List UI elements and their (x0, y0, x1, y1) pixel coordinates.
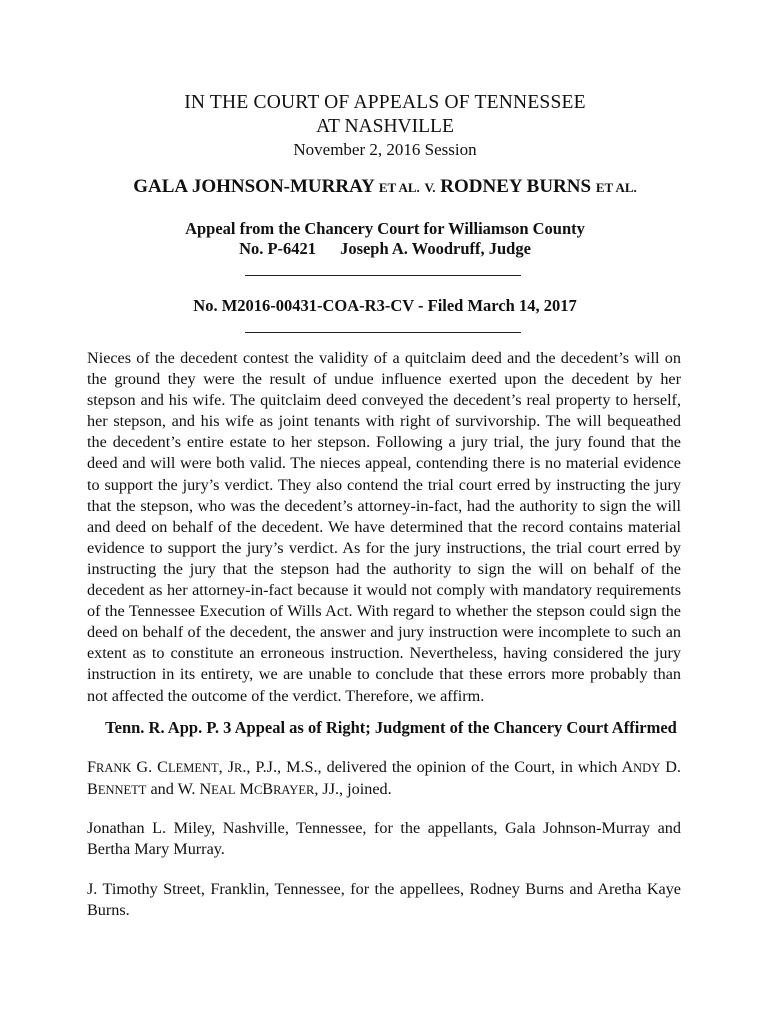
author-text: F (87, 758, 97, 776)
et-al-appellant: ET AL. (378, 180, 420, 195)
author-text: R (234, 761, 243, 775)
trial-case-number: No. P-6421 (239, 239, 317, 258)
author-text: , J (218, 758, 234, 776)
appellant-counsel: Jonathan L. Miley, Nashville, Tennessee, for the appellants, Gala Johnson-Murray and Bertha Mary Murray. (87, 819, 681, 859)
trial-judge: Joseph A. Woodruff, Judge (340, 239, 531, 258)
et-al-appellee: ET AL. (595, 180, 637, 195)
author-text: A (621, 758, 634, 776)
disposition-line: Tenn. R. App. P. 3 Appeal as of Right; Judgment of the Chancery Court Affirmed (105, 718, 677, 737)
author-text: ., P.J., M.S., delivered the opinion of the Court, in which (242, 758, 622, 776)
appellee-name: RODNEY BURNS (440, 176, 592, 197)
docket-line: No. M2016-00431-COA-R3-CV - Filed March 14, 2017 (193, 296, 577, 315)
author-text: B (262, 780, 274, 799)
court-title: IN THE COURT OF APPEALS OF TENNESSEE (184, 92, 586, 113)
author-text: NDY (633, 761, 661, 775)
author-text: C (253, 783, 263, 798)
author-text: , JJ., joined. (314, 780, 392, 799)
opinion-abstract: Nieces of the decedent contest the validity of a quitclaim deed and the decedent’s will on the ground they were the result of undue influence exerted upon the decedent by her stepson and his wife. The quitclaim deed conveyed the decedent’s real property to herself, her stepson, and his wife as joint tenants with right of survivorship. The will bequeathed the decedent’s entire estate to her stepson. Following a jury trial, the jury found that the deed and will were both valid. The nieces appeal, contending there is no material evidence to support the jury’s verdict. They also contend the trial court erred by instructing the jury that the stepson, who was the decedent’s attorney-in-fact, had the authority to sign the will and deed on behalf of the decedent. We have determined that the record contains material evidence to support the jury’s verdict. As for the jury instructions, the trial court erred by instructing the jury that the stepson had the authority to sign the will on behalf of the decedent as her attorney-in-fact because it would not comply with mandatory requirements of the Tennessee Execution of Wills Act. With regard to whether the stepson could sign the deed on behalf of the decedent, the answer and jury instruction were incomplete to such an extent as to constitute an erroneous instruction. Nevertheless, having considered the jury instruction in its entirety, we are unable to conclude that these errors more probably than not affected the outcome of the verdict. Therefore, we affirm. (87, 349, 681, 705)
court-location: AT NASHVILLE (316, 116, 454, 137)
author-text: LEMENT (167, 761, 219, 775)
divider-top (245, 275, 521, 276)
session-date: November 2, 2016 Session (293, 140, 477, 159)
appellee-counsel: J. Timothy Street, Franklin, Tennessee, for the appellees, Rodney Burns and Aretha Kaye Burns. (87, 880, 681, 920)
author-text: ENNETT (97, 783, 147, 798)
versus: V. (424, 180, 436, 195)
divider-bottom (245, 332, 521, 333)
author-text: RANK (96, 761, 132, 775)
author-text: G. C (131, 758, 168, 776)
appeal-from-line: Appeal from the Chancery Court for Williamson County (185, 219, 585, 238)
author-text: and W. N (146, 780, 212, 799)
author-text: D. B (87, 758, 681, 799)
author-text: RAYER (273, 783, 315, 798)
authoring-judges (87, 757, 681, 801)
case-judge-line (0, 239, 770, 259)
case-caption (0, 176, 770, 198)
appellant-name: GALA JOHNSON-MURRAY (133, 176, 375, 197)
author-text: M (235, 780, 254, 799)
author-text: EAL (211, 783, 236, 798)
